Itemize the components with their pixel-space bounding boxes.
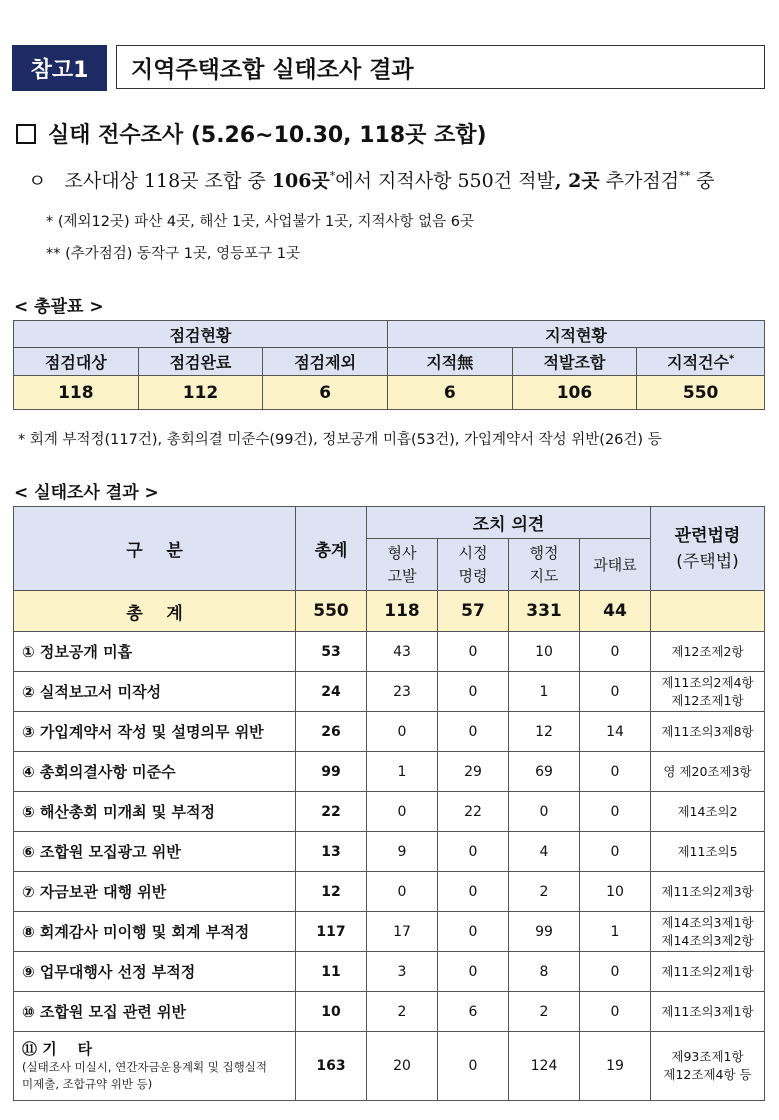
row-correction: 0 — [438, 672, 509, 712]
header-law-line2: (주택법) — [676, 551, 739, 572]
header-criminal-line2: 고발 — [387, 566, 417, 585]
row-criminal: 3 — [367, 952, 438, 992]
row-law-line1: 제11조의3제1항 — [661, 1003, 754, 1019]
row-law-line2: 제12조제4항 등 — [663, 1067, 752, 1082]
summary-bold2: , 2곳 — [554, 170, 600, 192]
row-correction: 0 — [438, 1032, 509, 1101]
row-law — [651, 792, 765, 832]
table-row — [14, 712, 765, 752]
row-guidance: 2 — [509, 992, 580, 1032]
row-law-line1: 제11조의2제3항 — [661, 883, 754, 899]
col-header: 점검제외 — [263, 348, 388, 376]
summary-bold1: 106곳 — [271, 170, 330, 192]
total-row — [14, 591, 765, 632]
row-guidance: 4 — [509, 832, 580, 872]
total-law — [651, 591, 765, 632]
summary-table — [13, 320, 765, 410]
row-fine: 14 — [580, 712, 651, 752]
table-row — [14, 632, 765, 672]
summary-part1: 조사대상 118곳 조합 중 — [64, 170, 272, 192]
summary-line — [28, 166, 715, 193]
row-fine: 0 — [580, 632, 651, 672]
table-row — [14, 832, 765, 872]
row-guidance: 12 — [509, 712, 580, 752]
header-fine: 과태료 — [580, 539, 651, 591]
summary-mark2: ** — [679, 169, 691, 183]
row-total: 12 — [296, 872, 367, 912]
reference-label: 참고1 — [12, 45, 107, 91]
header-law — [651, 507, 765, 591]
row-total: 163 — [296, 1032, 367, 1101]
row-law-line1: 제14조의2 — [677, 803, 738, 819]
total-criminal: 118 — [367, 591, 438, 632]
row-guidance: 69 — [509, 752, 580, 792]
table-cell: 550 — [637, 376, 765, 410]
table-row — [14, 792, 765, 832]
row-law-line1: 제11조의3제8항 — [661, 723, 754, 739]
row-criminal: 0 — [367, 872, 438, 912]
row-total: 11 — [296, 952, 367, 992]
table-cell: 106 — [512, 376, 637, 410]
row-law — [651, 1032, 765, 1101]
row-law-line2: 제14조의3제2항 — [661, 932, 754, 948]
row-fine: 0 — [580, 672, 651, 712]
row-category: ⑧ 회계감사 미이행 및 회계 부적정 — [14, 912, 296, 952]
table-cell: 6 — [263, 376, 388, 410]
group-header-inspection: 점검현황 — [14, 321, 388, 348]
table-row — [14, 952, 765, 992]
table-row — [14, 992, 765, 1032]
row-correction: 22 — [438, 792, 509, 832]
row-guidance: 2 — [509, 872, 580, 912]
row-category: ⑤ 해산총회 미개최 및 부적정 — [14, 792, 296, 832]
total-guidance: 331 — [509, 591, 580, 632]
checkbox-square-icon — [16, 124, 36, 144]
row-correction: 6 — [438, 992, 509, 1032]
row-law — [651, 952, 765, 992]
row-law — [651, 832, 765, 872]
row-guidance: 10 — [509, 632, 580, 672]
row-correction: 29 — [438, 752, 509, 792]
col-header-text: 지적건수 — [667, 353, 729, 372]
col-header: 점검완료 — [138, 348, 263, 376]
result-table-caption: < 실태조사 결과 > — [14, 483, 159, 503]
row-law — [651, 912, 765, 952]
row-category: ⑩ 조합원 모집 관련 위반 — [14, 992, 296, 1032]
row-fine: 0 — [580, 992, 651, 1032]
row-law-line1: 제12조제2항 — [671, 643, 744, 659]
row-law-line1: 제11조의2제4항 — [661, 674, 754, 690]
row-law-line1: 제14조의3제1항 — [661, 914, 754, 930]
note-additional: ** (추가점검) 동작구 1곳, 영등포구 1곳 — [46, 246, 301, 262]
header-guidance — [509, 539, 580, 591]
row-fine: 1 — [580, 912, 651, 952]
row-total: 10 — [296, 992, 367, 1032]
row-correction: 0 — [438, 872, 509, 912]
row-law-line1: 제11조의5 — [677, 843, 738, 859]
row-law-line1: 제93조제1항 — [671, 1049, 744, 1064]
row-guidance: 0 — [509, 792, 580, 832]
row-law — [651, 872, 765, 912]
other-label: ⑪ 기 타 — [22, 1040, 93, 1058]
row-total: 22 — [296, 792, 367, 832]
row-law-line1: 제11조의2제1항 — [661, 963, 754, 979]
header-criminal-line1: 형사 — [387, 543, 417, 562]
header-category: 구 분 — [14, 507, 296, 591]
summary-mark1: * — [329, 169, 336, 183]
row-fine: 0 — [580, 792, 651, 832]
row-criminal: 43 — [367, 632, 438, 672]
row-law-line1: 영 제20조제3항 — [663, 763, 752, 779]
row-law — [651, 992, 765, 1032]
col-header: 점검대상 — [14, 348, 139, 376]
row-category: ⑦ 자금보관 대행 위반 — [14, 872, 296, 912]
row-category: ⑨ 업무대행사 선정 부적정 — [14, 952, 296, 992]
header-correction-line1: 시정 — [458, 543, 488, 562]
row-law-line2: 제12조제1항 — [671, 692, 744, 708]
table-cell: 118 — [14, 376, 139, 410]
row-criminal: 0 — [367, 712, 438, 752]
table-cell: 112 — [138, 376, 263, 410]
col-header: 적발조합 — [512, 348, 637, 376]
total-value: 550 — [296, 591, 367, 632]
row-fine: 19 — [580, 1032, 651, 1101]
row-criminal: 2 — [367, 992, 438, 1032]
table-row-other — [14, 1032, 765, 1101]
row-criminal: 1 — [367, 752, 438, 792]
row-category: ③ 가입계약서 작성 및 설명의무 위반 — [14, 712, 296, 752]
row-fine: 0 — [580, 952, 651, 992]
col-header-mark: * — [728, 353, 735, 365]
note-excluded: * (제외12곳) 파산 4곳, 해산 1곳, 사업불가 1곳, 지적사항 없음 6곳 — [46, 214, 474, 230]
header-correction-line2: 명령 — [458, 566, 488, 585]
row-law — [651, 752, 765, 792]
row-total: 13 — [296, 832, 367, 872]
col-header — [637, 348, 765, 376]
row-guidance: 1 — [509, 672, 580, 712]
other-sub1: (실태조사 미실시, 연간자금운용계획 및 집행실적 — [22, 1060, 267, 1074]
header-guidance-line1: 행정 — [529, 543, 559, 562]
row-category: ① 정보공개 미흡 — [14, 632, 296, 672]
row-law — [651, 672, 765, 712]
header-guidance-line2: 지도 — [529, 566, 559, 585]
row-criminal: 9 — [367, 832, 438, 872]
row-fine: 0 — [580, 752, 651, 792]
header-total: 총계 — [296, 507, 367, 591]
row-category: ⑥ 조합원 모집광고 위반 — [14, 832, 296, 872]
total-correction: 57 — [438, 591, 509, 632]
table-cell: 6 — [387, 376, 512, 410]
row-guidance: 8 — [509, 952, 580, 992]
row-criminal: 23 — [367, 672, 438, 712]
row-criminal: 20 — [367, 1032, 438, 1101]
table-row — [14, 672, 765, 712]
table-row — [14, 912, 765, 952]
row-guidance: 124 — [509, 1032, 580, 1101]
row-correction: 0 — [438, 952, 509, 992]
reference-header — [12, 45, 765, 91]
document-title: 지역주택조합 실태조사 결과 — [116, 45, 765, 89]
other-sub2: 미제출, 조합규약 위반 등) — [22, 1077, 153, 1091]
row-law — [651, 712, 765, 752]
header-criminal — [367, 539, 438, 591]
row-correction: 0 — [438, 632, 509, 672]
summary-table-caption: < 총괄표 > — [14, 297, 104, 317]
header-law-line1: 관련법령 — [674, 525, 741, 546]
header-correction — [438, 539, 509, 591]
row-total: 24 — [296, 672, 367, 712]
row-correction: 0 — [438, 712, 509, 752]
row-total: 99 — [296, 752, 367, 792]
group-header-findings: 지적현황 — [387, 321, 764, 348]
row-correction: 0 — [438, 912, 509, 952]
bullet: ㅇ — [28, 170, 47, 192]
total-label: 총 계 — [14, 591, 296, 632]
section-title — [16, 118, 487, 149]
row-total: 117 — [296, 912, 367, 952]
summary-part4: 중 — [690, 170, 715, 192]
section-title-text: 실태 전수조사 (5.26∼10.30, 118곳 조합) — [48, 123, 487, 148]
col-header: 지적無 — [387, 348, 512, 376]
summary-part3: 추가점검 — [599, 170, 680, 192]
row-total: 53 — [296, 632, 367, 672]
table-row — [14, 872, 765, 912]
total-fine: 44 — [580, 591, 651, 632]
row-category — [14, 1032, 296, 1101]
summary-part2: 에서 지적사항 550건 적발 — [335, 170, 555, 192]
row-fine: 0 — [580, 832, 651, 872]
row-total: 26 — [296, 712, 367, 752]
table-row — [14, 752, 765, 792]
row-law — [651, 632, 765, 672]
row-criminal: 0 — [367, 792, 438, 832]
row-category: ④ 총회의결사항 미준수 — [14, 752, 296, 792]
result-table — [13, 506, 765, 1101]
summary-footnote: * 회계 부적정(117건), 총회의결 미준수(99건), 정보공개 미흡(53건), 가입계약서 작성 위반(26건) 등 — [18, 432, 662, 448]
row-fine: 10 — [580, 872, 651, 912]
row-criminal: 17 — [367, 912, 438, 952]
row-correction: 0 — [438, 832, 509, 872]
row-category: ② 실적보고서 미작성 — [14, 672, 296, 712]
header-action-group: 조치 의견 — [367, 507, 651, 539]
row-guidance: 99 — [509, 912, 580, 952]
